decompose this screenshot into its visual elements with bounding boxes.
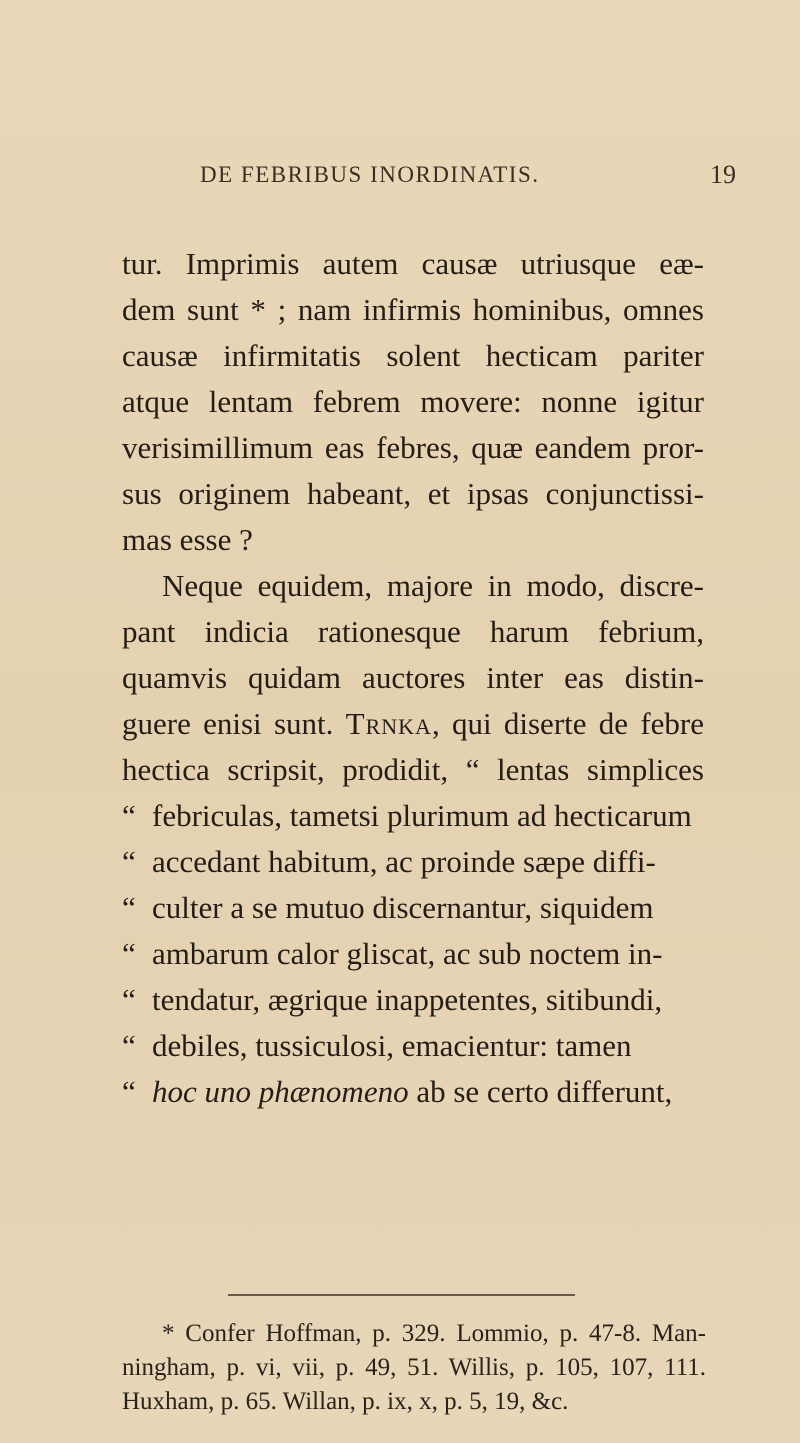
text-line: causæ infirmitatis solent hecticam pariter	[122, 338, 704, 373]
text-line: “ hoc uno phænomeno ab se certo differunt,	[122, 1074, 673, 1109]
text-line: mas esse ?	[122, 522, 253, 557]
text-line: sus originem habeant, et ipsas conjunctissi-	[122, 476, 704, 511]
text-line: dem sunt * ; nam infirmis hominibus, omnes	[122, 292, 704, 327]
text-line: hectica scripsit, prodidit, “ lentas simplices	[122, 752, 704, 787]
footnote-rule	[228, 1294, 575, 1296]
footnote-line: * Confer Hoffman, p. 329. Lommio, p. 47-8. Man-	[162, 1320, 706, 1347]
text-line: guere enisi sunt. Trnka, qui diserte de febre	[122, 706, 704, 741]
text-line: “ culter a se mutuo discernantur, siquidem	[122, 890, 654, 925]
text-line: tur. Imprimis autem causæ utriusque eæ-	[122, 246, 704, 281]
text-line: verisimillimum eas febres, quæ eandem pror-	[122, 430, 704, 465]
footnote-line: Huxham, p. 65. Willan, p. ix, x, p. 5, 19, &c.	[122, 1388, 569, 1415]
text-line: “ febriculas, tametsi plurimum ad hecticarum	[122, 798, 692, 833]
text-line: quamvis quidam auctores inter eas distin-	[122, 660, 704, 695]
text-line: atque lentam febrem movere: nonne igitur	[122, 384, 704, 419]
running-head: DE FEBRIBUS INORDINATIS.	[200, 162, 540, 187]
text-line: pant indicia rationesque harum febrium,	[122, 614, 704, 649]
page-number: 19	[710, 160, 736, 189]
text-line: “ debiles, tussiculosi, emacientur: tamen	[122, 1028, 632, 1063]
footnote-line: ningham, p. vi, vii, p. 49, 51. Willis, p. 105, 107, 111.	[122, 1354, 706, 1381]
text-line: “ ambarum calor gliscat, ac sub noctem in-	[122, 936, 663, 971]
author-name: Trnka	[345, 706, 432, 741]
text-line: Neque equidem, majore in modo, discre-	[162, 568, 704, 603]
text-line: “ accedant habitum, ac proinde sæpe diffi-	[122, 844, 656, 879]
text-line: “ tendatur, ægrique inappetentes, sitibundi,	[122, 982, 663, 1017]
